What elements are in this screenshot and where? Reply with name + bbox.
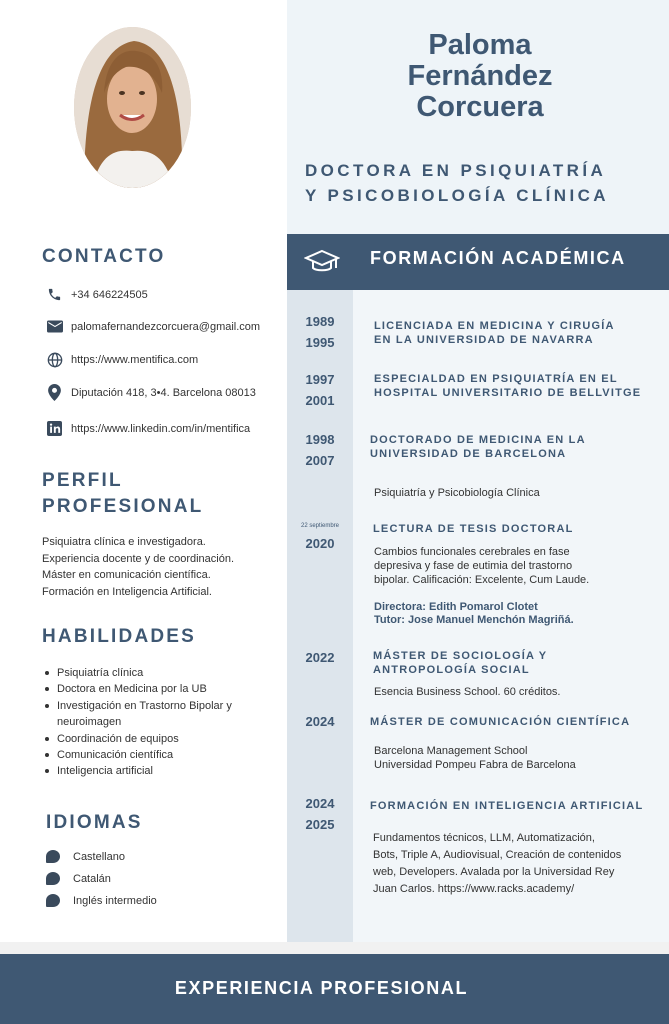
- entry-title: FORMACIÓN EN INTELIGENCIA ARTIFICIAL: [370, 800, 644, 812]
- name-line: Paloma: [428, 29, 532, 61]
- language-item: [46, 894, 157, 907]
- skills-heading: HABILIDADES: [42, 626, 197, 647]
- location-pin-icon: [46, 384, 63, 401]
- language-item: [46, 872, 111, 885]
- title-line: DOCTORA EN PSIQUIATRÍA: [305, 161, 607, 180]
- profile-line: Máster en comunicación científica.: [42, 569, 211, 581]
- thesis-supervisors: [374, 601, 574, 627]
- entry-text: [374, 545, 589, 587]
- candidate-name: [330, 30, 630, 123]
- profile-photo: [74, 27, 191, 188]
- text-line: web, Developers. Avalada por la Universidad Rey: [373, 866, 615, 878]
- globe-icon: [46, 351, 63, 368]
- language-item: [46, 850, 125, 863]
- list-item: Doctora en Medicina por la UB: [42, 681, 282, 697]
- entry-year: 2024: [305, 714, 335, 729]
- contact-text: palomafernandezcorcuera@gmail.com: [71, 320, 261, 333]
- entry-title: [374, 372, 641, 400]
- entry-title: [374, 319, 615, 347]
- contact-website[interactable]: [46, 351, 198, 368]
- entry-date: 22 septiembre: [300, 523, 340, 529]
- entry-years: [288, 793, 352, 835]
- entry-text: [374, 744, 576, 772]
- contact-phone[interactable]: [46, 286, 148, 303]
- entry-years: [288, 429, 352, 471]
- entry-text: Esencia Business School. 60 créditos.: [374, 686, 561, 698]
- experience-heading: EXPERIENCIA PROFESIONAL: [174, 978, 469, 998]
- year: 2001: [305, 393, 335, 408]
- list-item: Investigación en Trastorno Bipolar y neuroimagen: [42, 698, 282, 731]
- entry-title: [373, 649, 547, 677]
- year: 1989: [305, 314, 335, 329]
- speech-bubble-icon: [46, 872, 60, 885]
- title-line: LICENCIADA EN MEDICINA Y CIRUGÍA: [374, 320, 615, 332]
- title-line: ANTROPOLOGÍA SOCIAL: [373, 664, 530, 676]
- entry-title: MÁSTER DE COMUNICACIÓN CIENTÍFICA: [370, 716, 631, 728]
- entry-title: LECTURA DE TESIS DOCTORAL: [373, 523, 574, 535]
- text-line: depresiva y fase de eutimia del trastorno: [374, 560, 573, 572]
- title-line: Y PSICOBIOLOGÍA CLÍNICA: [305, 186, 609, 205]
- title-line: EN LA UNIVERSIDAD DE NAVARRA: [374, 334, 594, 346]
- contact-text: https://www.linkedin.com/in/mentifica: [71, 422, 251, 435]
- contact-linkedin[interactable]: [46, 420, 250, 437]
- year: 1998: [305, 432, 335, 447]
- mail-icon: [46, 318, 63, 335]
- text-line: Barcelona Management School: [374, 745, 528, 757]
- text-line: Fundamentos técnicos, LLM, Automatización,: [373, 832, 595, 844]
- text-line: Juan Carlos. https://www.racks.academy/: [373, 883, 575, 895]
- contact-heading: CONTACTO: [42, 246, 166, 267]
- year: 1997: [305, 372, 335, 387]
- title-line: DOCTORADO DE MEDICINA EN LA: [370, 434, 586, 446]
- text-line: Cambios funcionales cerebrales en fase: [374, 546, 570, 558]
- contact-address[interactable]: [46, 384, 256, 401]
- contact-text: Diputación 418, 3•4. Barcelona 08013: [71, 386, 256, 399]
- language-label: Castellano: [73, 850, 125, 863]
- speech-bubble-icon: [46, 894, 60, 907]
- list-item: Psiquiatría clínica: [42, 665, 282, 681]
- list-item: Comunicación científica: [42, 747, 282, 763]
- entry-years: [288, 369, 352, 411]
- list-item: Inteligencia artificial: [42, 763, 282, 779]
- entry-year: 2020: [305, 536, 335, 551]
- year: 1995: [305, 335, 335, 350]
- supervisor-line: Directora: Edith Pomarol Clotet: [374, 601, 538, 613]
- year: 2007: [305, 453, 335, 468]
- text-line: bipolar. Calificación: Excelente, Cum Laude.: [374, 574, 590, 586]
- year: 2025: [305, 817, 335, 832]
- supervisor-line: Tutor: Jose Manuel Menchón Magriñá.: [374, 614, 574, 626]
- separator: [0, 942, 669, 954]
- profile-line: Experiencia docente y de coordinación.: [42, 552, 235, 565]
- name-line: Corcuera: [416, 91, 544, 123]
- entry-years: [288, 311, 352, 353]
- entry-title: [370, 433, 586, 461]
- profile-line: Formación en Inteligencia Artificial.: [42, 585, 212, 598]
- contact-text: https://www.mentifica.com: [71, 353, 199, 366]
- contact-text: +34 646224505: [71, 288, 148, 301]
- entry-text: [373, 830, 621, 898]
- heading-line: PROFESIONAL: [42, 496, 204, 517]
- entry-text: Psiquiatría y Psicobiología Clínica: [374, 487, 540, 499]
- linkedin-icon: [46, 420, 63, 437]
- year: 2024: [305, 796, 335, 811]
- text-line: Universidad Pompeu Fabra de Barcelona: [374, 759, 576, 771]
- title-line: MÁSTER DE SOCIOLOGÍA Y: [373, 650, 548, 662]
- name-line: Fernández: [407, 60, 553, 92]
- text-line: Bots, Triple A, Audiovisual, Creación de contenidos: [373, 849, 622, 861]
- title-line: HOSPITAL UNIVERSITARIO DE BELLVITGE: [374, 387, 642, 399]
- heading-line: PERFIL: [42, 470, 123, 491]
- language-label: Catalán: [73, 872, 111, 885]
- title-line: ESPECIALDAD EN PSIQUIATRÍA EN EL: [374, 373, 618, 385]
- language-label: Inglés intermedio: [73, 894, 157, 907]
- speech-bubble-icon: [46, 850, 60, 863]
- profile-summary: [42, 534, 277, 600]
- phone-icon: [46, 286, 63, 303]
- list-item: Coordinación de equipos: [42, 731, 282, 747]
- job-title: [305, 158, 650, 208]
- title-line: UNIVERSIDAD DE BARCELONA: [370, 448, 567, 460]
- profile-line: Psiquiatra clínica e investigadora.: [42, 536, 206, 548]
- entry-year: 2022: [305, 650, 335, 665]
- languages-heading: IDIOMAS: [46, 812, 143, 833]
- profile-heading: [42, 468, 203, 520]
- contact-email[interactable]: [46, 318, 260, 335]
- graduation-cap-icon: [304, 247, 340, 277]
- skills-list: [42, 665, 282, 780]
- education-heading: FORMACIÓN ACADÉMICA: [370, 248, 626, 268]
